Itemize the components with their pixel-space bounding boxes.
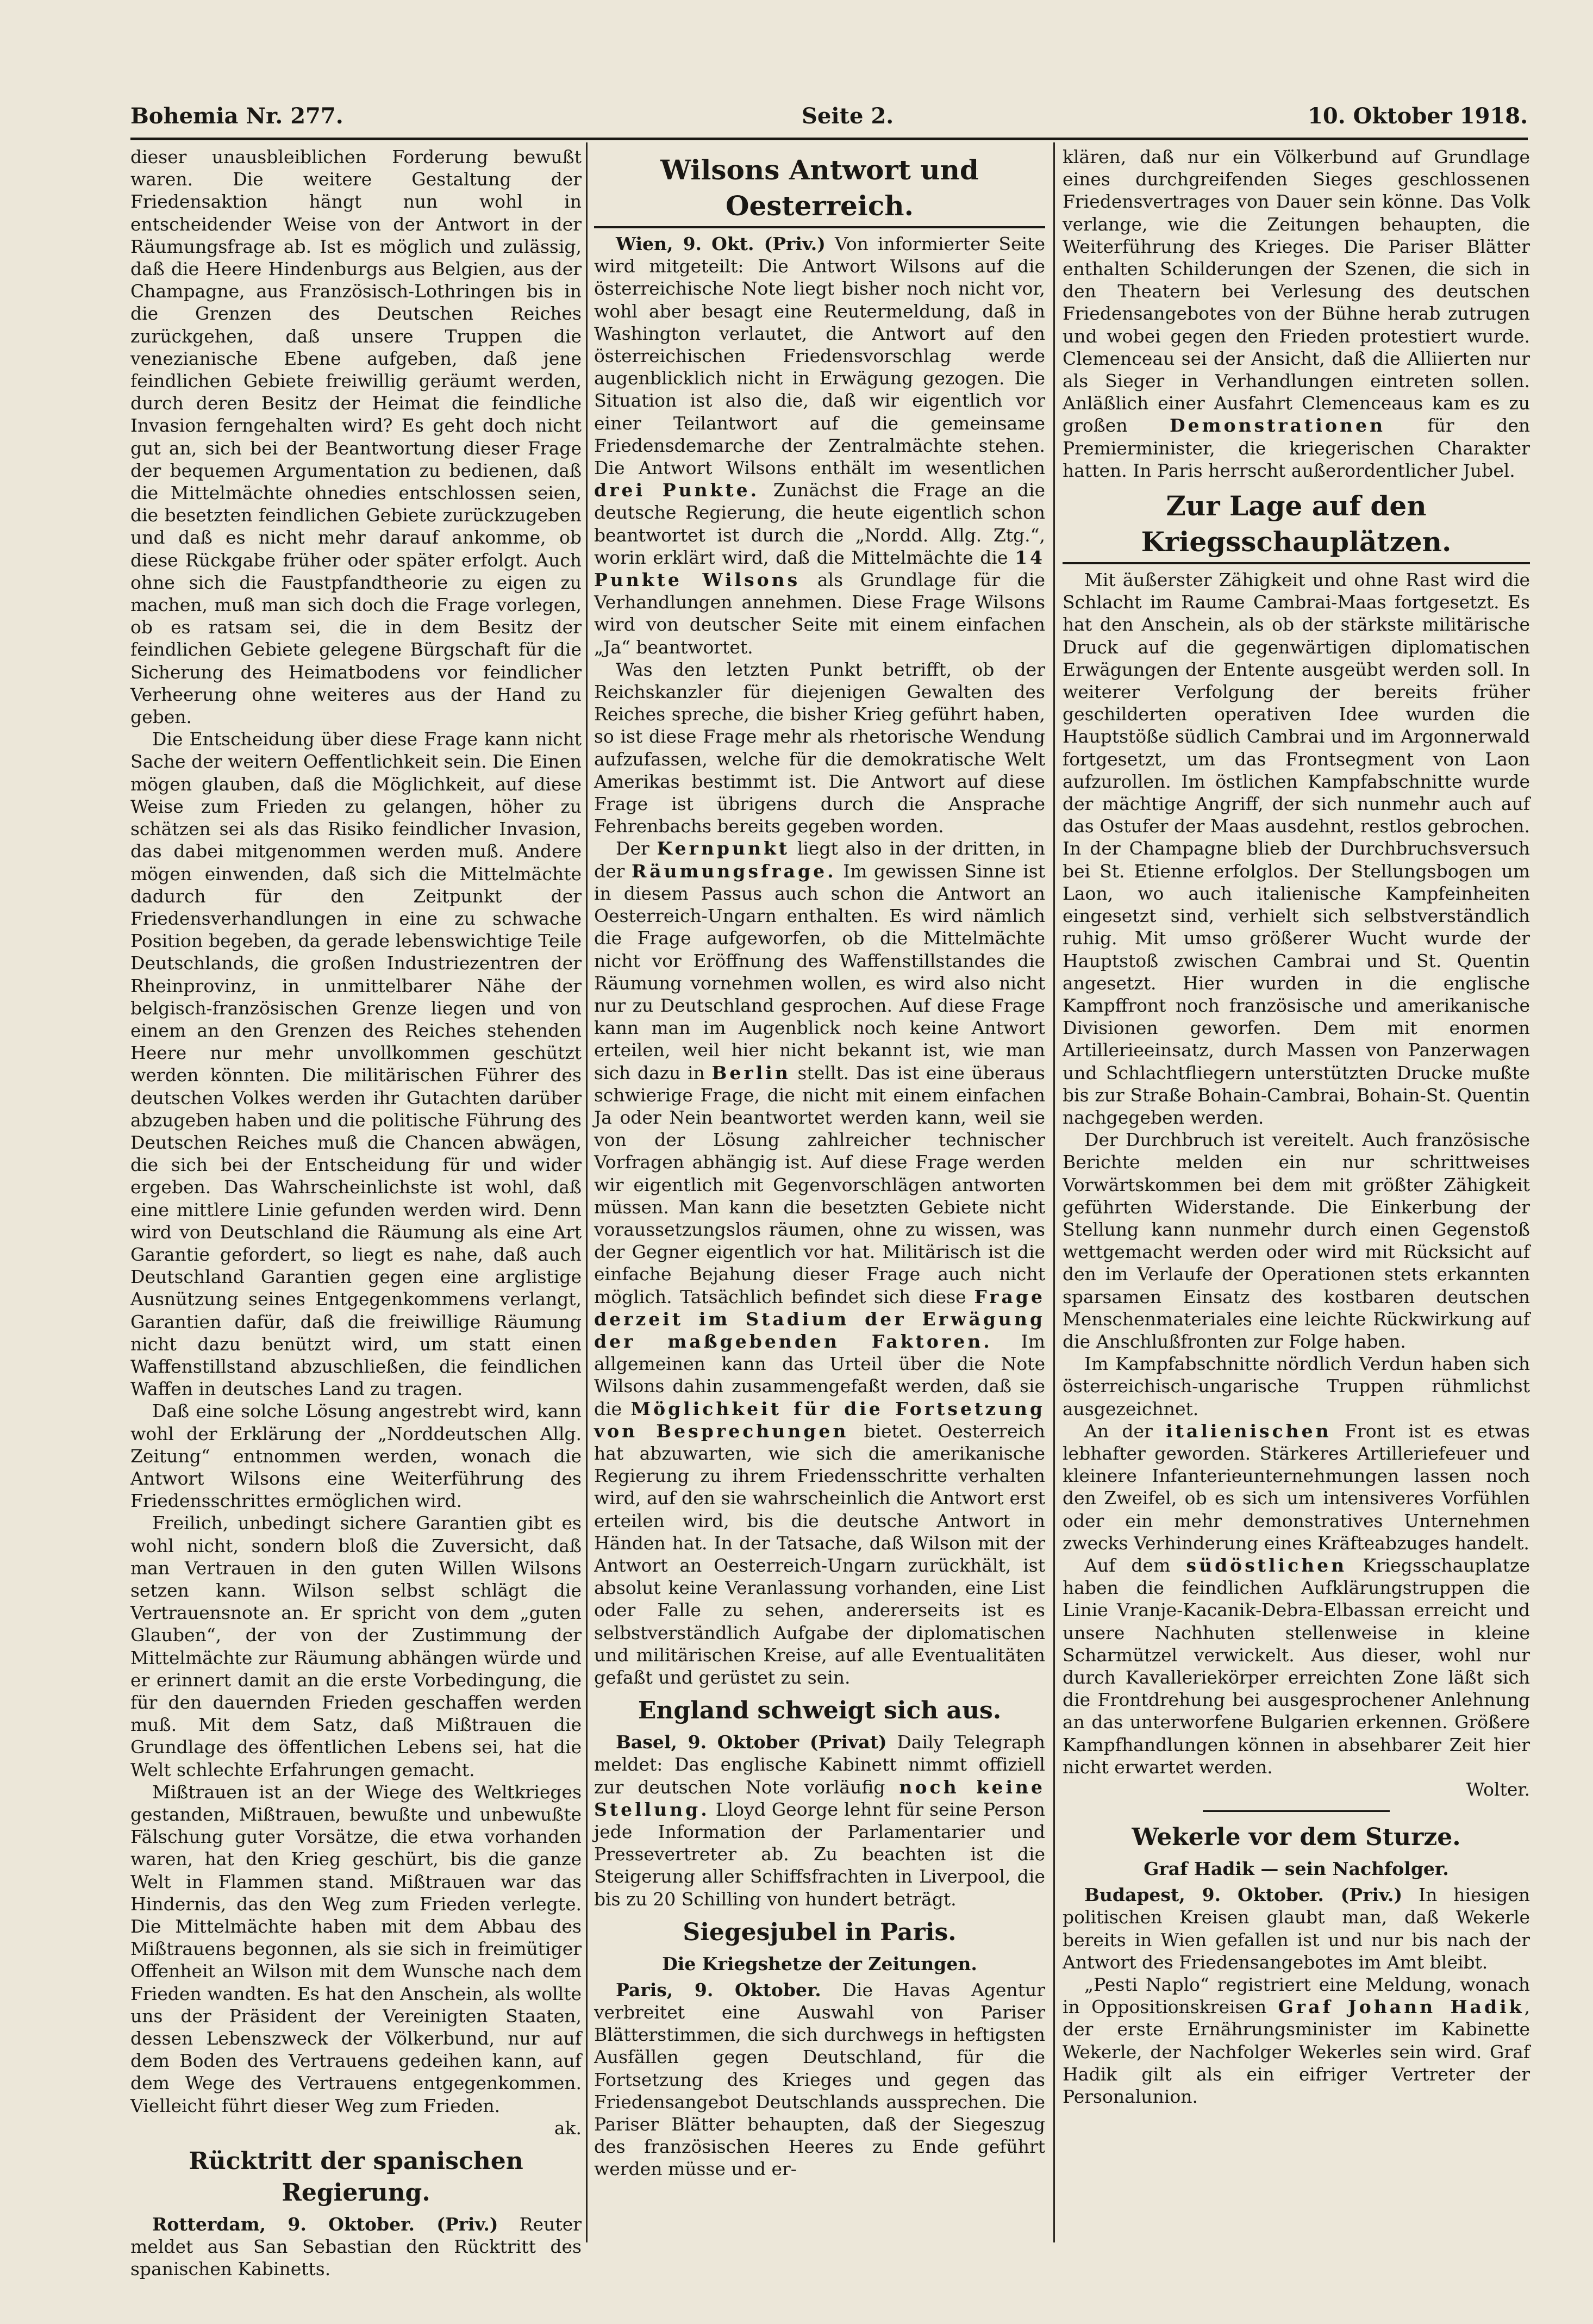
emphasis-text: Räumungsfrage.: [631, 860, 836, 882]
article-text: als Grundlage für die Verhandlungen annehmen. Diese Frage Wilsons wird von deutscher Seite mit einem einfachen „Ja“ beantwortet.: [594, 569, 1046, 658]
emphasis-text: Möglichkeit für die Fortsetzung von Besprechungen: [594, 1398, 1045, 1442]
article-signature: ak.: [554, 2117, 582, 2139]
article-text: Auf dem: [1084, 1554, 1171, 1576]
article-paragraph: Mit äußerster Zähigkeit und ohne Rast wird die Schlacht im Raume Cambrai-Maas fortgesetzt. Es hat den Anschein, als ob der stärkste militärische Druck auf die gegenwärtigen diplomatischen Erwägungen der Entente ausgeübt werden soll. In weiterer Verfolgung der bereits früher geschilderten operativen Idee wurden die Hauptstöße südlich Cambrai und im Argonnerwald fortgesetzt, um das Frontsegment von Laon aufzurollen. Im östlichen Kampfabschnitte wurde der mächtige Angriff, der sich nunmehr auch auf das Ostufer der Maas ausdehnt, restlos gebrochen. In der Champagne blieb der Durchbruchsversuch bei St. Etienne erfolglos. Der Stellungsbogen um Laon, wo auch italienische Kampfeinheiten eingesetzt sind, verhielt sich selbstverständlich ruhig. Mit umso größerer Wucht wurde der Hauptstoß zwischen Cambrai und St. Quentin angesetzt. Hier wurden in die englische Kampffront noch französische und amerikanische Divisionen geworfen. Dem mit enormen Artillerieeinsatz, durch Massen von Panzerwagen und Schlachtfliegern unterstützten Drucke mußte bis zur Straße Bohain-Cambrai, Bohain-St. Quentin nachgegeben werden.: [1063, 569, 1530, 1128]
dateline: Wien, 9. Okt. (Priv.): [616, 233, 826, 254]
article-paragraph: [594, 233, 1045, 658]
subheadline: Graf Hadik — sein Nachfolger.: [1144, 1858, 1449, 1880]
column-divider-1: [586, 142, 588, 2242]
article-paragraph: [1063, 1973, 1530, 2108]
article-paragraph: Die Entscheidung über diese Frage kann nicht Sache der weitern Oeffentlichkeit sein. Die Einen mögen glauben, daß die Möglichkeit, auf diese Weise zum Frieden zu gelangen, höher zu schätzen sei als das Risiko feindlicher Invasion, das dabei mitgenommen werden muß. Andere mögen einwenden, daß sich die Mittelmächte dadurch für den Zeitpunkt der Friedensverhandlungen in eine zu schwache Position begeben, da gerade lebenswichtige Teile Deutschlands, die großen Industriezentren der Rheinprovinz, in unmittelbarer Nähe der belgisch-französischen Grenze liegen und von einem an den Grenzen des Reiches stehenden Heere nur mehr unvollkommen geschützt werden könnten. Die militärischen Führer des deutschen Volkes werden ihr Gutachten darüber abzugeben haben und die politische Führung des Deutschen Reiches muß die Chancen abwägen, die sich bei der Entscheidung für und wider ergeben. Das Wahrscheinlichste ist wohl, daß eine mittlere Linie gefunden werden wird. Denn wird von Deutschland die Räumung als eine Art Garantie gefordert, so liegt es nahe, daß auch Deutschland Garantien gegen eine arglistige Ausnützung seines Entgegenkommens verlangt, Garantien dafür, daß die freiwillige Räumung nicht dazu benützt wird, um statt einen Waffenstillstand abzuschließen, die feindlichen Waffen in deutsches Land zu tragen.: [130, 728, 582, 1400]
article-text: „Pesti Naplo“ registriert eine Meldung, wonach in Oppositionskreisen: [1063, 1974, 1530, 2018]
article-text: klären, daß nur ein Völkerbund auf Grundlage eines durchgreifenden Sieges geschlossenen Friedensvertrages von Dauer sein könne. Das Volk verlange, wie die Zeitungen behaupten, die Weiterführung des Krieges. Die Pariser Blätter enthalten Schilderungen der Szenen, die sich in den Theatern bei Verlesung des deutschen Friedensangebotes von der Bühne herab zutrugen und wobei gegen den Frieden protestiert wurde. Clemenceau sei der Ansicht, daß die Alliierten nur als Sieger in Verhandlungen eintreten sollen. Anläßlich einer Ausfahrt Clemenceaus kam es zu großen: [1063, 146, 1530, 437]
article-text: stellt. Das ist eine überaus schwierige Frage, die nicht mit einem einfachen Ja oder Nein beantwortet werden kann, weil sie von der Lösung zahlreicher technischer Vorfragen abhängig ist. Auf diese Frage werden wir eigentlich mit Gegenvorschlägen antworten müssen. Man kann die besetzten Gebiete nicht voraussetzungslos räumen, ohne zu wissen, was der Gegner eigentlich vor hat. Militärisch ist die einfache Bejahung dieser Frage auch nicht möglich. Tatsächlich befindet sich diese: [594, 1062, 1045, 1307]
article-paragraph: [594, 1979, 1045, 2180]
article-text: Reuter meldet aus San Sebastian den Rücktritt des spanischen Kabinetts.: [130, 2214, 582, 2280]
article-paragraph: Freilich, unbedingt sichere Garantien gibt es wohl nicht, sondern bloß die Zuversicht, daß man Vertrauen in den guten Willen Wilsons setzen kann. Wilson selbst schlägt die Vertrauensnote an. Er spricht von dem „guten Glauben“, der von der Zustimmung der Mittelmächte zur Räumung abhängen würde und er erinnert damit an die erste Vorbedingung, die für den dauernden Frieden geschaffen werden muß. Mit dem Satz, daß Mißtrauen die Grundlage des öffentlichen Lebens sei, hat die Welt schlechte Erfahrungen gemacht.: [130, 1512, 582, 1780]
column-divider-2: [1053, 142, 1055, 2242]
article-paragraph: Im Kampfabschnitte nördlich Verdun haben sich österreichisch-ungarische Truppen rühmlichst ausgezeichnet.: [1063, 1353, 1530, 1419]
article-paragraph: [594, 1731, 1045, 1910]
article-text: , der erste Ernährungsminister im Kabinette Wekerle, der Nachfolger Wekerles sein wird. Graf Hadik gilt als ein eifriger Vertreter der Personalunion.: [1063, 1996, 1530, 2108]
article-text: Lloyd George lehnt für seine Person jede Information der Parlamentarier und Pressevertreter ab. Zu beachten ist die Steigerung aller Schiffsfrachten in Liverpool, die bis zu 20 Schilling von hundert beträgt.: [594, 1798, 1046, 1910]
article-text: In hiesigen politischen Kreisen glaubt man, daß Wekerle bereits in Wien gefallen ist und nur bis nach der Antwort des Friedensangebotes im Amt bleibt.: [1063, 1884, 1530, 1973]
article-paragraph: dieser unausbleiblichen Forderung bewußt waren. Die weitere Gestaltung der Friedensaktion hängt nun wohl in entscheidender Weise von der Antwort in der Räumungsfrage ab. Ist es möglich und zulässig, daß die Heere Hindenburgs aus Belgien, aus der Champagne, aus Französisch-Lothringen bis in die Grenzen des Deutschen Reiches zurückgehen, daß unsere Truppen die venezianische Ebene aufgeben, daß jene feindlichen Gebiete freiwillig geräumt werden, durch deren Besitz der Heimat die feindliche Invasion ferngehalten wird? Es geht doch nicht gut an, sich bei der Beantwortung dieser Frage der bequemen Argumentation zu bedienen, daß die Mittelmächte ohnedies entschlossen seien, die besetzten feindlichen Gebiete zurückzugeben und daß es nicht mehr darauf ankomme, ob diese Rückgabe früher oder später erfolgt. Auch ohne sich die Faustpfandtheorie zu eigen zu machen, muß man sich doch die Frage vorlegen, ob es ratsam sei, die in dem Besitz der feindlichen Gebiete gelegene Bürgschaft für die Sicherung des Heimatbodens vor feindlicher Verheerung ohne weiteres aus der Hand zu geben.: [130, 146, 582, 728]
article-paragraph: [1063, 1884, 1530, 1973]
article-text: An der: [1084, 1420, 1153, 1442]
masthead: [130, 103, 1528, 136]
article-paragraph: [1063, 1420, 1530, 1554]
column-2: [594, 146, 1045, 2242]
article-text: Kriegsschauplatze haben die feindlichen Aufklärungstruppen die Linie Vranje-Kacanik-Debra-Elbassan erreicht und unsere Nachhuten stellenweise in kleine Scharmützel verwickelt. Aus dieser, wohl nur durch Kavalleriekörper erreichten Zone läßt sich die Frontdrehung bei ausgesprochener Anlehnung an das unterworfene Bulgarien erkennen. Größere Kampfhandlungen können in absehbarer Zeit hier nicht erwartet werden.: [1063, 1554, 1530, 1778]
article-signature: Wolter.: [1466, 1779, 1530, 1800]
masthead-page-number: Seite 2.: [802, 103, 894, 129]
emphasis-text: noch keine Stellung.: [594, 1776, 1045, 1820]
article-separator: [1203, 1810, 1390, 1812]
article-text: für den Premierminister, die kriegerischen Charakter hatten. In Paris herrscht außerordentlicher Jubel.: [1063, 415, 1530, 481]
headline-wekerle: Wekerle vor dem Sturze.: [1132, 1823, 1461, 1852]
article-paragraph: Was den letzten Punkt betrifft, ob der Reichskanzler für diejenigen Gewalten des Reiches spreche, die bisher Krieg geführt haben, so ist diese Frage mehr als rhetorische Wendung aufzufassen, welche für die demokratische Welt Amerikas bestimmt ist. Die Antwort auf diese Frage ist übrigens durch die Ansprache Fehrenbachs bereits gegeben worden.: [594, 658, 1045, 837]
article-paragraph: [594, 837, 1045, 1689]
emphasis-text: Demonstrationen: [1170, 415, 1385, 437]
masthead-date: 10. Oktober 1918.: [1308, 103, 1528, 129]
article-text: Im gewissen Sinne ist in diesem Passus auch schon die Antwort an Oesterreich-Ungarn enthalten. Es wird nämlich die Frage aufgeworfen, ob die Mittelmächte nicht vor Eröffnung des Waffenstillstandes die Räumung vornehmen wollen, es wird also nicht nur zu Deutschland gesprochen. Auf diese Frage kann man im Augenblick noch keine Antwort erteilen, weil hier nicht bekannt ist, wie man sich dazu in: [594, 860, 1045, 1083]
article-text: liegt also in der dritten, in der: [594, 838, 1046, 882]
article-paragraph: Daß eine solche Lösung angestrebt wird, kann wohl der Erklärung der „Norddeutschen Allg. Zeitung“ entnommen werden, wonach die Antwort Wilsons eine Weiterführung des Friedensschrittes ermöglichen wird.: [130, 1400, 582, 1512]
article-text: bietet. Oesterreich hat abzuwarten, wie sich die amerikanische Regierung zu ihrem Friedensschritte verhalten wird, auf den sie wahrscheinlich die Antwort erst erteilen wird, bis die deutsche Antwort in Händen hat. In der Tatsache, daß Wilson mit der Antwort an Oesterreich-Ungarn zurückhält, ist absolut keine Veranlassung vorhanden, eine List oder Falle zu sehen, andererseits ist es selbstverständlich Aufgabe der diplomatischen und militärischen Kreise, auf alle Eventualitäten gefaßt und gerüstet zu sein.: [594, 1420, 1045, 1688]
article-text: Von informierter Seite wird mitgeteilt: Die Antwort Wilsons auf die österreichische Note liegt bisher noch nicht vor, wohl aber besagt eine Reutermeldung, daß in Washington verlautet, die Antwort auf den österreichischen Friedensvorschlag werde augenblicklich nicht in Erwägung gezogen. Die Situation ist also die, daß wir eigentlich vor einer Teilantwort auf die gemeinsame Friedensdemarche der Zentralmächte stehen. Die Antwort Wilsons enthält im wesentlichen: [594, 233, 1046, 479]
emphasis-text: Kernpunkt: [657, 838, 790, 859]
article-text: Im allgemeinen kann das Urteil über die Note Wilsons dahin zusammengefaßt werden, daß sie die: [594, 1330, 1045, 1419]
headline-spanish-government: Rücktritt der spanischen Regierung.: [189, 2147, 523, 2207]
dateline: Budapest, 9. Oktober. (Priv.): [1084, 1884, 1403, 1906]
emphasis-text: Graf Johann Hadik: [1278, 1996, 1525, 2018]
header-rule: [130, 138, 1528, 140]
article-paragraph: Mißtrauen ist an der Wiege des Weltkrieges gestanden, Mißtrauen, bewußte und unbewußte Fälschung guter Vorsätze, die etwa vorhanden waren, hat den Krieg geschürt, bis die ganze Welt in Flammen stand. Mißtrauen war das Hindernis, das den Weg zum Frieden verlegte. Die Mittelmächte haben mit dem Abbau des Mißtrauens begonnen, als sie sich in freimütiger Offenheit an Wilson mit dem Wunsche nach dem Frieden wandten. Es hat den Anschein, als wollte uns der Präsident der Vereinigten Staaten, dessen Lebenszweck der Völkerbund, nur auf dem Boden des Vertrauens gedeihen kann, auf dem Wege des Vertrauens entgegenkommen. Vielleicht führt dieser Weg zum Frieden.: [130, 1781, 582, 2116]
dateline: Basel, 9. Oktober (Privat): [616, 1731, 887, 1753]
headline-wilson-answer: Wilsons Antwort und Oesterreich.: [594, 152, 1045, 228]
emphasis-text: drei Punkte.: [594, 479, 760, 501]
emphasis-text: Berlin: [711, 1062, 791, 1083]
article-text: Front ist es etwas lebhafter geworden. Stärkeres Artilleriefeuer und kleinere Infanterieunternehmungen lassen noch den Zweifel, ob es sich um intensiveres Vorfühlen oder ein mehr demonstratives Unternehmen zwecks Verhinderung eines Kräfteabzuges handelt.: [1063, 1420, 1530, 1554]
emphasis-text: 14 Punkte Wilsons: [594, 546, 1045, 591]
article-paragraph: [1063, 1554, 1530, 1778]
headline-war-situation: Zur Lage auf den Kriegsschauplätzen.: [1063, 488, 1530, 564]
masthead-issue: Bohemia Nr. 277.: [130, 103, 343, 129]
headline-england: England schweigt sich aus.: [638, 1697, 1002, 1725]
article-paragraph: Der Durchbruch ist vereitelt. Auch französische Berichte melden ein nur schrittweises Vorwärtskommen bei dem mit größter Zähigkeit geführten Widerstande. Die Einkerbung der Stellung kann nunmehr durch einen Gegenstoß wettgemacht werden oder wird mit Rücksicht auf den im Verlaufe der Operationen stets erkannten sparsamen Einsatz des kostbaren deutschen Menschenmateriales eine leichte Rückwirkung auf die Anschlußfronten zur Folge haben.: [1063, 1129, 1530, 1352]
emphasis-text: Frage derzeit im Stadium der Erwägung der maßgebenden Faktoren.: [594, 1286, 1045, 1352]
column-1: [130, 146, 582, 2280]
article-text: Der: [616, 838, 649, 859]
article-paragraph: [130, 2213, 582, 2281]
dateline: Paris, 9. Oktober.: [616, 1979, 821, 2001]
article-text: Die Havas Agentur verbreitet eine Auswahl von Pariser Blätterstimmen, die sich durchwegs in heftigsten Ausfällen gegen Deutschland, für die Fortsetzung des Krieges und gegen das Friedensangebot Deutschlands aussprechen. Die Pariser Blätter behaupten, daß der Siegeszug des französischen Heeres zu Ende geführt werden müsse und er-: [594, 1979, 1045, 2180]
article-text: Zunächst die Frage an die deutsche Regierung, die heute eigentlich schon beantwortet ist durch die „Nordd. Allg. Ztg.“, worin erklärt wird, daß die Mittelmächte die: [594, 479, 1045, 568]
emphasis-text: italienischen: [1166, 1420, 1332, 1442]
article-paragraph: [1063, 146, 1530, 482]
column-3: [1063, 146, 1530, 2242]
emphasis-text: südöstlichen: [1186, 1554, 1347, 1576]
subheadline: Die Kriegshetze der Zeitungen.: [662, 1953, 977, 1974]
article-text: Daily Telegraph meldet: Das englische Kabinett nimmt offiziell zur deutschen Note vorläufig: [594, 1731, 1045, 1798]
dateline: Rotterdam, 9. Oktober. (Priv.): [152, 2214, 498, 2235]
headline-paris-jubilation: Siegesjubel in Paris.: [683, 1918, 957, 1946]
